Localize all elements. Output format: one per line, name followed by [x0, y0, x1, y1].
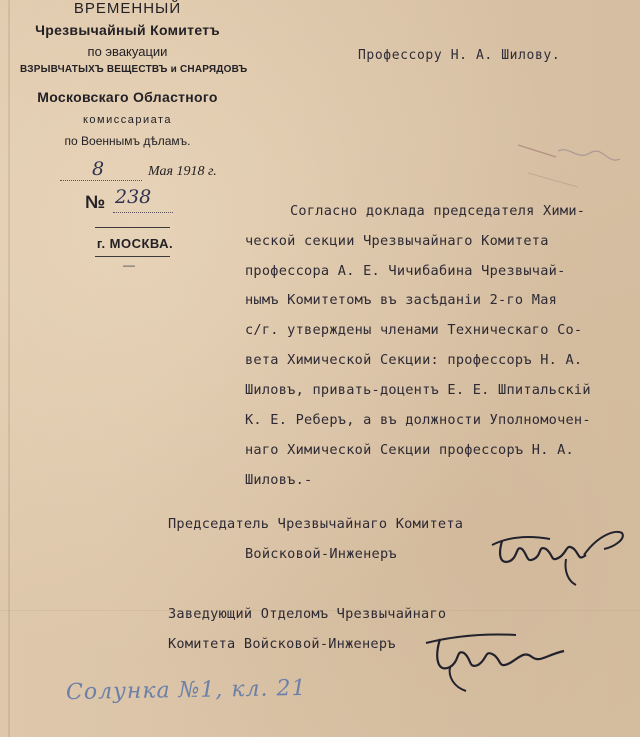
- body-line-5: с/г. утверждены членами Техническаго Со-: [245, 322, 583, 338]
- letterhead-line-6: комиссариата: [82, 114, 173, 126]
- body-line-9: наго Химической Секции профессоръ Н. А.: [245, 442, 574, 458]
- letterhead-line-1: ВРЕМЕННЫЙ: [73, 0, 182, 17]
- document-number: [85, 186, 235, 218]
- body-line-8: К. Е. Реберъ, а въ должности Уполномочен-: [245, 412, 591, 428]
- body-line-4: нымъ Комитетомъ въ засѣданiи 2-го Мая: [245, 292, 558, 308]
- letterhead-line-5: Московскаго Областного: [37, 89, 218, 105]
- archive-pencil-note: Солунка №1, кл. 21: [65, 675, 307, 706]
- letterhead-line-2: Чрезвычайный Комитетъ: [35, 22, 220, 38]
- separator-top: [95, 227, 170, 228]
- city-label: г. МОСКВА.: [96, 236, 174, 251]
- date-underline: [60, 180, 142, 181]
- letterhead-line-3: по эвакуации: [87, 44, 168, 59]
- body-line-7: Шиловъ, привать-доцентъ Е. Е. Шпитальскiй: [245, 382, 591, 398]
- chairman-title-line-1: Председатель Чрезвычайнаго Комитета: [168, 516, 464, 532]
- letterhead-dash: —: [123, 258, 135, 272]
- chairman-title-line-2: Войсковой-Инженеръ: [245, 546, 397, 562]
- number-underline: [113, 212, 173, 213]
- department-head-title-line-1: Заведующий Отделомъ Чрезвычайнаго: [168, 606, 447, 622]
- number-sign: №: [85, 192, 106, 212]
- paper-fold: [8, 0, 10, 737]
- body-line-1: Согласно доклада председателя Хими-: [290, 203, 586, 219]
- body-line-3: профессора А. Е. Чичибабина Чрезвычай-: [245, 263, 566, 279]
- body-line-6: вета Химической Секции: профессоръ Н. А.: [245, 352, 583, 368]
- date-month-year: Мая 1918 г.: [148, 164, 217, 179]
- addressee: Профессору Н. А. Шилову.: [358, 48, 561, 63]
- separator-bottom: [95, 256, 170, 257]
- faint-stamp-mark: [508, 135, 628, 195]
- letterhead-line-4: ВЗРЫВЧАТЫХЪ ВЕЩЕСТВЪ и СНАРЯДОВЪ: [20, 64, 248, 75]
- body-line-10: Шиловъ.-: [245, 472, 313, 488]
- number-value: 238: [115, 186, 152, 208]
- body-line-2: ческой секции Чрезвычайнаго Комитета: [245, 233, 549, 249]
- chairman-signature: [488, 515, 628, 590]
- department-head-signature: [420, 615, 570, 695]
- date-day: 8: [92, 158, 105, 180]
- department-head-title-line-2: Комитета Войсковой-Инженеръ: [168, 636, 396, 652]
- date-field: [30, 158, 240, 184]
- letterhead-line-7: по Военнымъ дѣламъ.: [64, 134, 191, 148]
